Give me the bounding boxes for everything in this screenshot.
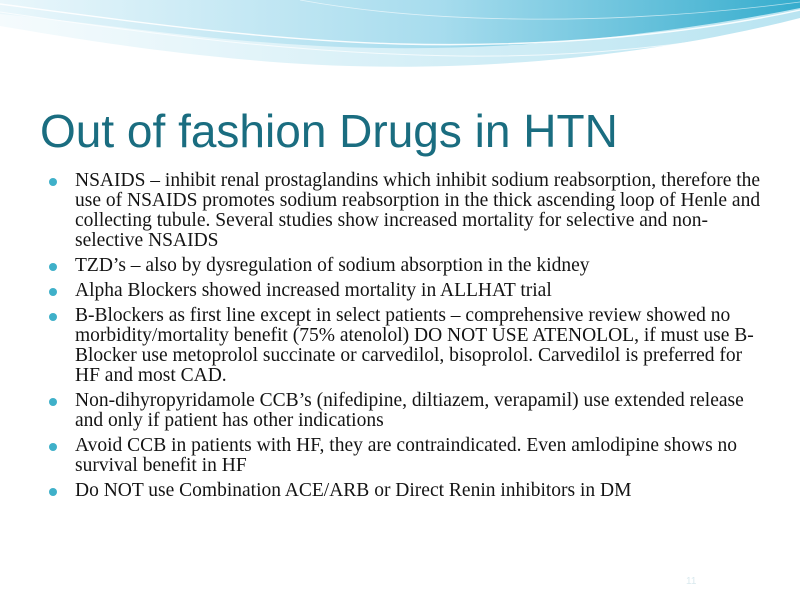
bullet-dot-icon [49, 313, 57, 321]
bullet-text: B-Blockers as first line except in select patients – comprehensive review showed no morbidity/mortality benefit (75% atenolol) DO NOT USE ATENOLOL, if must use B-Blocker use metoprolol succinate or carvedilol, bisoprolol. Carvedilol is preferred for HF and most CAD. [75, 305, 754, 386]
bullet-dot-icon [49, 443, 57, 451]
bullet-item [48, 436, 768, 476]
bullet-item [48, 306, 768, 386]
header-wave-decoration [0, 0, 800, 80]
bullet-text: Alpha Blockers showed increased mortality in ALLHAT trial [75, 280, 552, 301]
bullet-item [48, 391, 768, 431]
bullet-item [48, 281, 768, 301]
bullet-text: Non-dihyropyridamole CCB’s (nifedipine, diltiazem, verapamil) use extended release and only if patient has other indications [75, 390, 744, 431]
bullet-item [48, 481, 768, 501]
bullet-dot-icon [49, 263, 57, 271]
bullet-text: Do NOT use Combination ACE/ARB or Direct Renin inhibitors in DM [75, 480, 632, 501]
bullet-text: Avoid CCB in patients with HF, they are contraindicated. Even amlodipine shows no survival benefit in HF [75, 435, 738, 476]
bullet-dot-icon [49, 488, 57, 496]
bullet-dot-icon [49, 288, 57, 296]
bullet-item [48, 171, 768, 251]
bullet-item [48, 256, 768, 276]
page-number: 11 [686, 576, 697, 587]
bullet-dot-icon [49, 398, 57, 406]
slide-title: Out of fashion Drugs in HTN [40, 105, 618, 157]
bullet-text: NSAIDS – inhibit renal prostaglandins which inhibit sodium reabsorption, therefore the use of NSAIDS promotes sodium reabsorption in the thick ascending loop of Henle and collecting tubule. Several studies show increased mortality for selective and non-selective NSAIDS [75, 170, 761, 251]
bullet-list [48, 171, 768, 506]
bullet-dot-icon [49, 178, 57, 186]
bullet-text: TZD’s – also by dysregulation of sodium absorption in the kidney [75, 255, 590, 276]
